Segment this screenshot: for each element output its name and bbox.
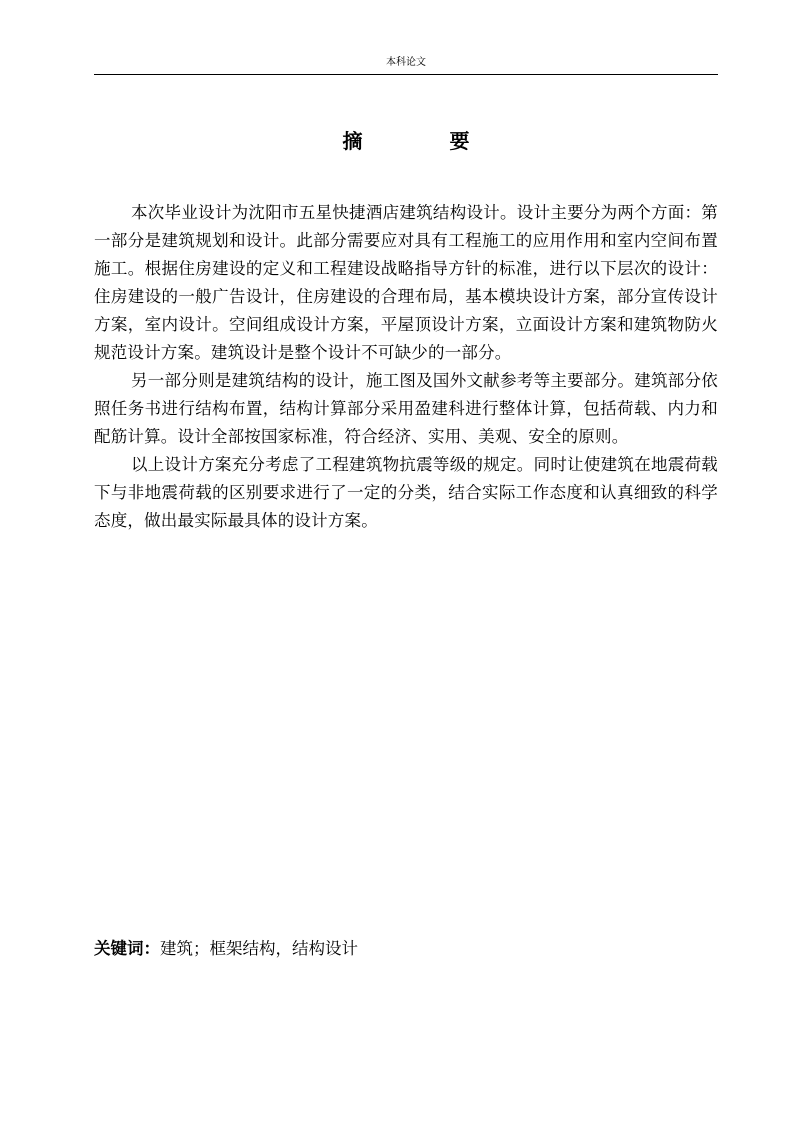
abstract-paragraph: 本次毕业设计为沈阳市五星快捷酒店建筑结构设计。设计主要分为两个方面：第一部分是建筑规划和设计。此部分需要应对具有工程施工的应用作用和室内空间布置施工。根据住房建设的定义和工程建设战略指导方针的标准，进行以下层次的设计：住房建设的一般广告设计，住房建设的合理布局，基本模块设计方案，部分宣传设计方案，室内设计。空间组成设计方案，平屋顶设计方案，立面设计方案和建筑物防火规范设计方案。建筑设计是整个设计不可缺少的一部分。 [94, 203, 718, 362]
abstract-title: 摘 要 [342, 129, 510, 153]
keywords-label: 关键词： [94, 939, 160, 958]
abstract-paragraph: 另一部分则是建筑结构的设计，施工图及国外文献参考等主要部分。建筑部分依照任务书进行结构布置，结构计算部分采用盈建科进行整体计算，包括荷载、内力和配筋计算。设计全部按国家标准，符合经济、实用、美观、安全的原则。 [94, 371, 718, 446]
keywords-text: 建筑；框架结构，结构设计 [160, 939, 358, 958]
keywords-line [94, 935, 718, 963]
page-header [94, 56, 718, 75]
abstract-paragraph: 以上设计方案充分考虑了工程建筑物抗震等级的规定。同时让使建筑在地震荷载下与非地震荷载的区别要求进行了一定的分类，结合实际工作态度和认真细致的科学态度，做出最实际最具体的设计方案。 [94, 455, 718, 530]
abstract-body [94, 199, 718, 535]
running-title: 本科论文 [386, 57, 426, 68]
